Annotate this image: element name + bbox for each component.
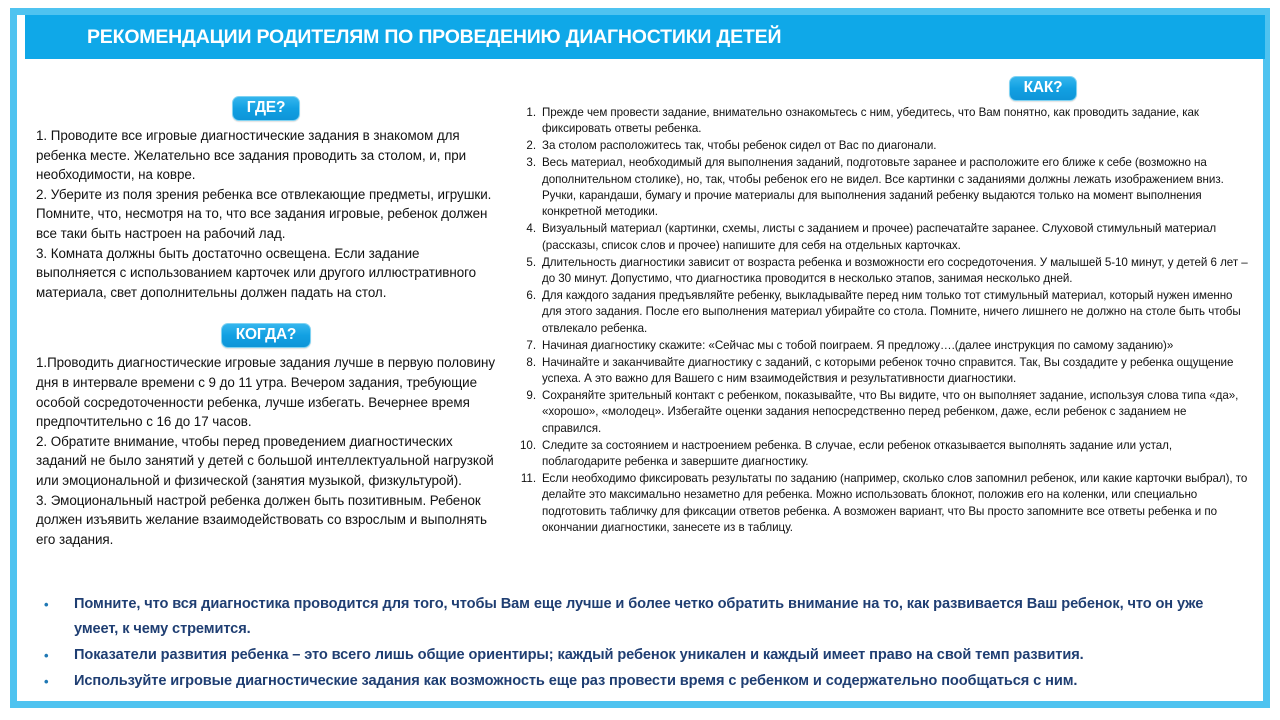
where-paragraph-2: 2. Уберите из поля зрения ребенка все отвлекающие предметы, игрушки. Помните, что, несмотря на то, что все задания игровые, ребенок должен все таки быть настроен на рабочий лад.	[36, 186, 492, 241]
list-item	[508, 388, 1248, 437]
bullet-dot-icon: •	[44, 674, 49, 689]
badge-how: КАК?	[1009, 76, 1078, 101]
list-item	[508, 338, 1248, 354]
list-item	[508, 105, 1248, 138]
left-column-spacer	[36, 302, 496, 323]
where-paragraph-1: 1. Проводите все игровые диагностические задания в знакомом для ребенка месте. Желательно все задания проводить за столом, и, при необходимости, на ковре.	[36, 128, 467, 183]
list-item	[508, 221, 1248, 254]
list-item	[36, 669, 1236, 694]
list-item-number: 7.	[526, 338, 536, 352]
list-item-number: 8.	[526, 355, 536, 369]
summary-block	[36, 592, 1236, 695]
how-section-list	[508, 105, 1248, 537]
bullet-dot-icon: •	[44, 597, 49, 612]
when-paragraph-2: 2. Обратите внимание, чтобы перед проведением диагностических заданий не было занятий у детей с большой интеллектуальной нагрузкой или эмоциональной и физической (занятия музыкой, физкультурой).	[36, 433, 494, 488]
when-paragraph-1: 1.Проводить диагностические игровые задания лучше в первую половину дня в интервале времени с 9 до 11 утра. Вечером задания, требующие особой сосредоточенности ребенка, лучше избегать. Вечернее время предпочтительно с 16 до 17 часов.	[36, 355, 495, 430]
badge-when: КОГДА?	[221, 323, 311, 348]
list-item	[508, 138, 1248, 154]
list-item	[508, 155, 1248, 221]
list-item-text: Сохраняйте зрительный контакт с ребенком, показывайте, что Вы видите, что он выполняет задание, используя слова типа «да», «хорошо», «молодец». Избегайте оценки задания непосредственно перед ребенком, даже, если ребенок с заданием не справился.	[542, 388, 1239, 435]
right-column	[508, 76, 1248, 537]
list-item-number: 11.	[520, 471, 536, 485]
bullet-dot-icon: •	[44, 648, 49, 663]
list-item-number: 4.	[526, 222, 536, 236]
when-paragraph-3: 3. Эмоциональный настрой ребенка должен быть позитивным. Ребенок должен изъявить желание взаимодействовать со взрослым и выполнять его задания.	[36, 492, 487, 547]
header-bar	[25, 15, 1265, 59]
list-item-text: За столом расположитесь так, чтобы ребенок сидел от Вас по диагонали.	[542, 139, 937, 153]
list-item-text: Для каждого задания предъявляйте ребенку, выкладывайте перед ним только тот стимульный материал, который нужен именно для этого задания. После его выполнения материал убирайте со стола. Помните, ничего лишнего не должно на столе быть чтобы отвлекало ребенка.	[542, 288, 1241, 335]
list-item-text: Длительность диагностики зависит от возраста ребенка и возможности его сосредоточения. У малышей 5-10 минут, у детей 6 лет – до 30 минут. Допустимо, что диагностика проводится в несколько этапов, занимая несколько дней.	[542, 255, 1248, 286]
where-section-body	[36, 126, 496, 302]
list-item-text: Визуальный материал (картинки, схемы, листы с заданием и прочее) распечатайте заранее. Слуховой стимульный материал (рассказы, список слов и прочее) напишите для себя на отдельных карточках.	[542, 222, 1217, 252]
list-item-number: 1.	[526, 106, 536, 119]
how-badge-row	[508, 76, 1248, 101]
list-item-number: 2.	[526, 139, 536, 153]
list-item-text: Используйте игровые диагностические задания как возможность еще раз провести время с ребенком и содержательно пообщаться с ним.	[74, 673, 1078, 689]
list-item	[508, 471, 1248, 537]
list-item-text: Начиная диагностику скажите: «Сейчас мы с тобой поиграем. Я предложу….(далее инструкция по самому заданию)»	[542, 338, 1174, 352]
list-item-number: 3.	[526, 156, 536, 170]
where-badge-row	[36, 96, 496, 121]
list-item-number: 10.	[520, 438, 536, 452]
list-item	[508, 255, 1248, 288]
page-title: РЕКОМЕНДАЦИИ РОДИТЕЛЯМ ПО ПРОВЕДЕНИЮ ДИАГНОСТИКИ ДЕТЕЙ	[87, 25, 782, 48]
list-item	[508, 438, 1248, 471]
list-item	[36, 592, 1236, 642]
where-paragraph-3: 3. Комната должны быть достаточно освещена. Если задание выполняется с использованием карточек или другого иллюстративного материала, свет дополнительны должен падать на стол.	[36, 245, 477, 300]
list-item-text: Начинайте и заканчивайте диагностику с заданий, с которыми ребенок точно справится. Так, Вы создадите у ребенка ощущение успеха. А это важно для Вашего с ним взаимодействия и результативности диагностики.	[542, 355, 1234, 385]
list-item	[36, 643, 1236, 668]
list-item-text: Весь материал, необходимый для выполнения заданий, подготовьте заранее и расположите его ближе к себе (возможно на дополнительном столике), но, так, чтобы ребенок его не видел. Все картинки с заданиями должны лежать изображением вниз. Ручки, карандаши, бумагу и прочие материалы для выполнения заданий ребенку выдаются только на момент выполнения конкретной методики.	[542, 156, 1224, 219]
list-item-number: 5.	[526, 255, 536, 269]
list-item-text: Если необходимо фиксировать результаты по заданию (например, сколько слов запомнил ребенок, или какие карточки выбрал), то делайте это максимально незаметно для ребенка. Можно использовать блокнот, положив его на коленки, или специально подготовить табличку для фиксации ответов ребенка. А возможен вариант, что Вы просто запомните все ответы ребенка и по окончании диагностики, занесете из в таблицу.	[542, 471, 1248, 535]
left-column	[36, 96, 496, 549]
list-item-text: Следите за состоянием и настроением ребенка. В случае, если ребенок отказывается выполнять задание или устал, поблагодарите ребенка и завершите диагностику.	[542, 438, 1173, 469]
list-item	[508, 355, 1248, 388]
list-item-number: 6.	[526, 288, 536, 302]
list-item-text: Помните, что вся диагностика проводится для того, чтобы Вам еще лучше и более четко обратить внимание на то, как развивается Ваш ребенок, что он уже умеет, к чему стремится.	[74, 596, 1204, 637]
list-item	[508, 288, 1248, 337]
summary-list	[36, 592, 1236, 694]
list-item-text: Прежде чем провести задание, внимательно ознакомьтесь с ним, убедитесь, что Вам понятно, как проводить задание, как фиксировать ответы ребенка.	[542, 106, 1199, 136]
badge-where: ГДЕ?	[232, 96, 300, 121]
when-section-body	[36, 353, 496, 549]
list-item-text: Показатели развития ребенка – это всего лишь общие ориентиры; каждый ребенок уникален и каждый имеет право на свой темп развития.	[74, 647, 1084, 663]
list-item-number: 9.	[526, 388, 536, 402]
when-badge-row	[36, 323, 496, 348]
